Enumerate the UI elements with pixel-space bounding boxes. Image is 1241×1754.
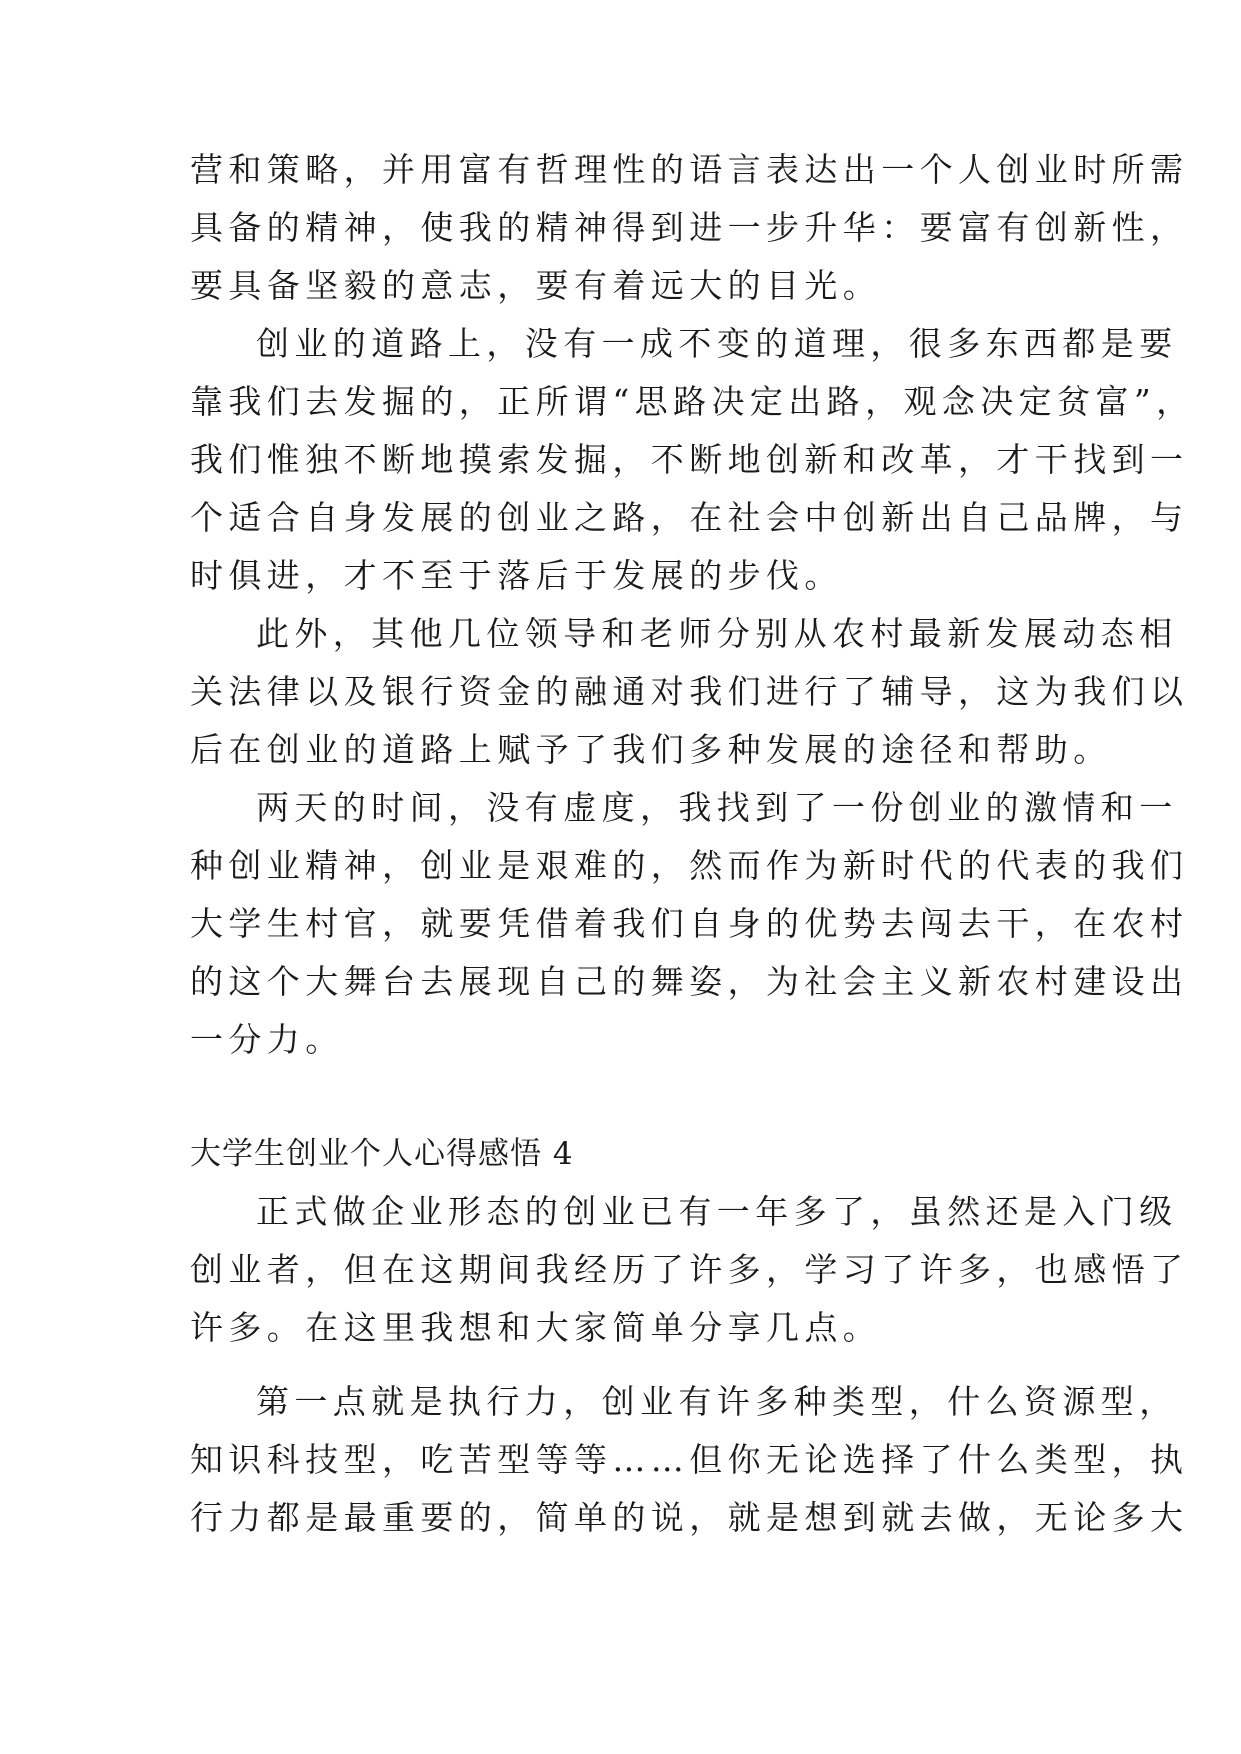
paragraph-6-line-2: 知识科技型，吃苦型等等……但你无论选择了什么类型，执 bbox=[190, 1440, 1189, 1479]
paragraph-6-line-3: 行力都是最重要的，简单的说，就是想到就去做，无论多大 bbox=[190, 1498, 1189, 1537]
paragraph-6-line-1: 第一点就是执行力，创业有许多种类型，什么资源型， bbox=[256, 1382, 1178, 1421]
paragraph-2-line-4: 个适合自身发展的创业之路，在社会中创新出自己品牌，与 bbox=[190, 498, 1189, 537]
paragraph-1-line-2: 具备的精神，使我的精神得到进一步升华：要富有创新性， bbox=[190, 208, 1189, 247]
paragraph-2-line-1: 创业的道路上，没有一成不变的道理，很多东西都是要 bbox=[256, 324, 1178, 363]
paragraph-3-line-1: 此外，其他几位领导和老师分别从农村最新发展动态相 bbox=[256, 614, 1178, 653]
paragraph-4-line-1: 两天的时间，没有虚度，我找到了一份创业的激情和一 bbox=[256, 788, 1178, 827]
paragraph-4-line-2: 种创业精神，创业是艰难的，然而作为新时代的代表的我们 bbox=[190, 846, 1189, 885]
paragraph-2-line-3: 我们惟独不断地摸索发掘，不断地创新和改革，才干找到一 bbox=[190, 440, 1189, 479]
paragraph-3-line-2: 关法律以及银行资金的融通对我们进行了辅导，这为我们以 bbox=[190, 672, 1189, 711]
paragraph-3-line-3: 后在创业的道路上赋予了我们多种发展的途径和帮助。 bbox=[190, 730, 1112, 769]
section-heading: 大学生创业个人心得感悟 4 bbox=[190, 1136, 574, 1172]
paragraph-4-line-4: 的这个大舞台去展现自己的舞姿，为社会主义新农村建设出 bbox=[190, 962, 1189, 1001]
paragraph-1-line-3: 要具备坚毅的意志，要有着远大的目光。 bbox=[190, 266, 882, 305]
paragraph-5-line-3: 许多。在这里我想和大家简单分享几点。 bbox=[190, 1308, 882, 1347]
paragraph-2-line-5: 时俱进，才不至于落后于发展的步伐。 bbox=[190, 556, 843, 595]
paragraph-1-line-1: 营和策略，并用富有哲理性的语言表达出一个人创业时所需 bbox=[190, 150, 1189, 189]
paragraph-5-line-2: 创业者，但在这期间我经历了许多，学习了许多，也感悟了 bbox=[190, 1250, 1189, 1289]
paragraph-4-line-3: 大学生村官，就要凭借着我们自身的优势去闯去干，在农村 bbox=[190, 904, 1189, 943]
paragraph-5-line-1: 正式做企业形态的创业已有一年多了，虽然还是入门级 bbox=[256, 1192, 1178, 1231]
paragraph-4-line-5: 一分力。 bbox=[190, 1020, 344, 1059]
paragraph-2-line-2: 靠我们去发掘的，正所谓“思路决定出路，观念决定贫富”， bbox=[190, 382, 1195, 421]
